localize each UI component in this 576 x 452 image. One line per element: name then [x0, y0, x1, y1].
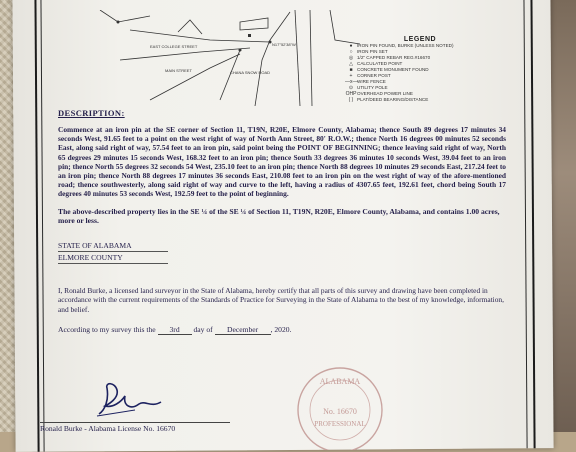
- legend-symbol-icon: +: [349, 73, 353, 79]
- legend-title: LEGEND: [403, 36, 437, 43]
- survey-month: December: [215, 325, 271, 335]
- state-line: STATE OF ALABAMA: [58, 240, 168, 252]
- legend-symbol-icon: OHP: [345, 91, 357, 97]
- seal-bottom-text: PROFESSIONAL: [314, 420, 366, 428]
- legend-label: CORNER POST: [357, 73, 391, 78]
- legend-label: WIRE FENCE: [357, 79, 386, 84]
- survey-map: [90, 10, 360, 106]
- legend-item: [345, 97, 495, 103]
- legend-label: IRON PIN FOUND, BURKE (UNLESS NOTED): [357, 43, 454, 48]
- legend-label: CALCULATED POINT: [357, 61, 403, 66]
- legend-label: IRON PIN SET: [357, 49, 388, 54]
- legend-label: UTILITY POLE: [357, 85, 388, 90]
- legend-symbol-icon: ⊙: [348, 85, 354, 91]
- description-heading: DESCRIPTION:: [58, 108, 125, 118]
- legend-symbol-icon: ●: [349, 43, 353, 49]
- venue-block: [58, 240, 168, 264]
- map-legend: [345, 36, 495, 106]
- description-text: Commence at an iron pin at the SE corner of Section 11, T19N, R20E, Elmore County, Alabama; thence South 89 degrees 17 minutes 34 seconds West, 91.65 feet to a point on the west right of way of North Ann Street, 80' R.O.W.; thence North 16 degrees 00 minutes 52 seconds East, along said right of way, 57.54 feet to an iron pin, said point being the POINT OF BEGINNING; thence leaving said right of way, North 65 degrees 29 minutes 15 seconds West, 168.32 feet to an iron pin; thence South 33 degrees 36 minutes 10 seconds West, 39.04 feet to an iron pin; thence North 55 degrees 32 seconds 54 West, 235.10 feet to an iron pin; thence North 88 degrees 10 minutes 29 seconds East, 217.24 feet to an iron pin; thence North 88 degrees 17 minutes 36 seconds East, 210.08 feet to an iron pin on the west right of way of the afore-mentioned road; thence southwesterly, along said right of way and curve to the left, having a radius of 4307.65 feet, 192.61 feet, chord being South 17 degrees 40 minutes 53 seconds West, 192.59 feet to the point of beginning.: [58, 125, 506, 199]
- legend-label: PLAT/DEED BEARING/DISTANCE: [357, 97, 429, 102]
- property-text: The above-described property lies in the SE ¼ of the SE ¼ of Section 11, T19N, R20E, Elmore County, Alabama, and contains 1.00 acres, more or less.: [58, 206, 500, 226]
- legend-symbol-icon: ( ): [348, 97, 354, 103]
- document-body: [58, 108, 506, 335]
- legend-label: 1/2" CAPPED REBAR REG.#16670: [357, 55, 431, 60]
- survey-day: 3rd: [158, 325, 192, 335]
- legend-symbol-icon: ◎: [348, 55, 354, 61]
- map-bearing-label: N17°52'38"W: [272, 42, 296, 47]
- legend-symbol-icon: △: [349, 61, 353, 67]
- map-road-label: MAIN STREET: [165, 68, 192, 73]
- seal-top-text: ALABAMA: [319, 377, 361, 386]
- legend-items: [345, 43, 495, 103]
- legend-symbol-icon: —x—: [345, 79, 358, 85]
- legend-symbol-icon: ○: [349, 49, 353, 55]
- map-road-label: EAST COLLEGE STREET: [150, 44, 198, 49]
- map-road-label: CHANA SNOW ROAD: [230, 70, 271, 75]
- signature-mark: [95, 380, 175, 420]
- signature-name: Ronald Burke - Alabama License No. 16670: [40, 422, 230, 433]
- county-line: ELMORE COUNTY: [58, 252, 168, 264]
- survey-date-prefix: According to my survey this the: [58, 324, 156, 334]
- survey-date-mid: day of: [193, 324, 213, 334]
- survey-date-line: [58, 325, 506, 335]
- legend-label: CONCRETE MONUMENT FOUND: [357, 67, 429, 72]
- surveyor-seal: [290, 360, 390, 450]
- seal-center-text: No. 16670: [323, 407, 357, 416]
- certification-text: I, Ronald Burke, a licensed land surveyor in the State of Alabama, hereby certify that all parts of this survey and drawing have been completed in accordance with the current requirements of the Standards of Practice for Surveying in the State of Alabama to the best of my knowledge, information, and belief.: [58, 285, 504, 314]
- legend-symbol-icon: ■: [349, 67, 353, 73]
- survey-year: , 2020.: [270, 324, 292, 334]
- legend-label: OVERHEAD POWER LINE: [357, 91, 413, 96]
